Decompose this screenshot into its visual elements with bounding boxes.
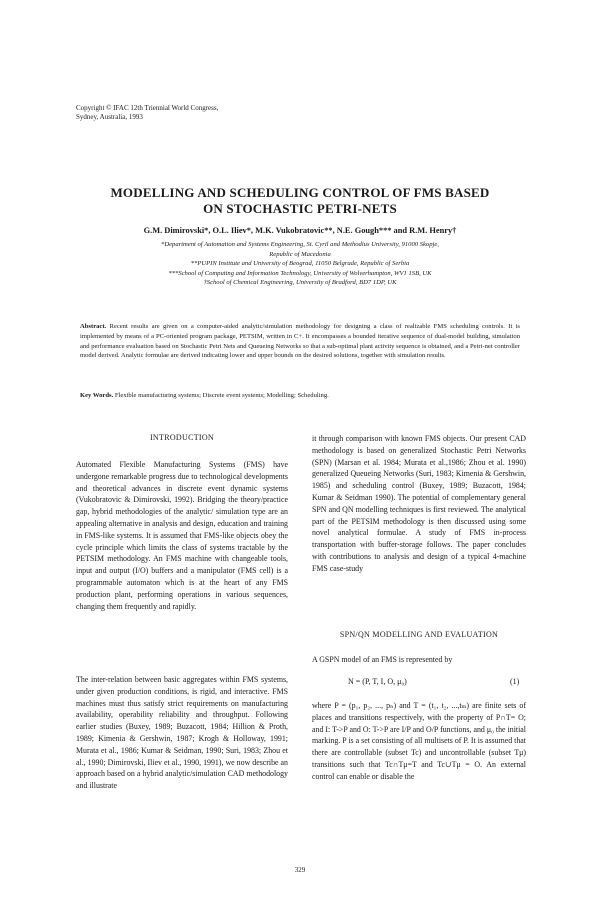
affiliations [60, 240, 540, 288]
equation: N = (P, T, I, O, μ₀) [348, 677, 407, 686]
abstract-text: Recent results are given on a computer-aided analytic/simulation methodology for designing a class of realizable FMS scheduling controls. It is implemented by means of a PC-oriented program package, PETSIM, written in C+. It encompasses a bounded iterative sequence of dual-model building, simulation and performance evaluation based on Stochastic Petri Nets and Queueing Networks so that a sub-optimal plant activity sequence is obtained, and a Petri-net controller model derived. Analytic formulae are derived indicating lower and upper bounds on the desired solutions, together with simulation results. [80, 323, 520, 360]
gspn-intro: A GSPN model of an FMS is represented by [312, 655, 453, 664]
title-line: ON STOCHASTIC PETRI-NETS [203, 201, 397, 216]
intro-paragraph-1: Automated Flexible Manufacturing Systems (FMS) have undergone remarkable progress due to technological developments and theoretical advances in discrete event dynamic systems (Vukobratovic & Dimirovski, 1992). Bridging the theory/practice gap, hybrid methodologies of the analytic/ simulation type are an appealing alternative in analysis and design, education and training in FMS-like systems. It is assumed that FMS-like objects obey the cycle principle which limits the class of systems tractable by the PETSIM methodology. An FMS machine with changeable tools, input and output (I/O) buffers and a manipulator (FMS cell) is a programmable automaton which is at the heart of any FMS production plant, performing operations in various sequences, changing them frequently and rapidly. [76, 460, 288, 611]
affiliation-line: Republic of Macedonia [269, 250, 331, 258]
affiliation-line: **PUPIN Institute and University of Beograd, 11050 Belgrade, Republic of Serbia [190, 260, 410, 268]
keywords [80, 392, 520, 399]
equation-number: (1) [510, 677, 520, 686]
intro-paragraph-2: The inter-relation between basic aggregates within FMS systems, under given production conditions, is rigid, and interactive. FMS machines must thus satisfy strict requirements on manufacturing availability, operability reliability and throughput. Following earlier studies (Buxey, 1989; Buzacott, 1984; Hillion & Proth, 1989; Kimenia & Gershwin, 1987; Krogh & Holloway, 1991; Murata et al., 1986; Kumar & Seidman, 1990; Suri, 1983; Zhou et al., 1990; Dimirovski, Iliev et al., 1990, 1991), we now describe an approach based on a hybrid analytic/simulation CAD methodology and illustrate [76, 675, 288, 791]
section-heading-introduction: INTRODUCTION [149, 433, 215, 442]
right-paragraph-2: where P = (p₁, p₂, ..., pₙ) and T = (t₁, t₂, ...,tₘ) are finite sets of places and transitions respectively, with the property of P∩T= O; and I: T->P and O: T->P are I/P and O/P functions, and μ₀ the initial marking. P is a set consisting of all multisets of P. It is assumed that there are controllable (subset Tc) and uncontrollable (subset Tμ) transitions such that Tc∩Tμ=T and Tc∪Tμ = O. An external control can enable or disable the [312, 701, 526, 781]
copyright-line: Copyright © IFAC 12th Triennial World Congress, [76, 104, 219, 112]
paper-title [60, 185, 540, 217]
abstract [80, 322, 520, 361]
affiliation-line: *Department of Automation and Systems Engineering, St. Cyril and Methodius University, 91000 Skopje, [161, 241, 439, 248]
section-heading-spn-qn: SPN/QN MODELLING AND EVALUATION [339, 630, 499, 639]
affiliation-line: †School of Chemical Engineering, University of Bradford, BD7 1DP, UK [203, 279, 397, 287]
copyright-line: Sydney, Australia, 1993 [76, 113, 143, 121]
right-paragraph-1: it through comparison with known FMS objects. Our present CAD methodology is based on generalized Stochastic Petri Networks (SPN) (Marsan et al. 1984; Murata et al.,1986; Zhou et al. 1990) generalized Queueing Networks (Suri, 1983; Kimenia & Gershwin, 1985) and scheduling control (Buxey, 1989; Buzacott, 1984; Kumar & Seidman 1990). The potential of complementary general SPN and QN modelling techniques is first reviewed. The analytical part of the PETSIM methodology is then discussed using some novel analytical formulae. A study of FMS in-process transportation with buffer-storage follows. The paper concludes with contributions to analysis and design of a typical 4-machine FMS case-study [312, 434, 526, 573]
affiliation-line: ***School of Computing and Information Technology, University of Wolverhampton, WV1 1SB, UK [168, 269, 432, 277]
page-number: 329 [294, 866, 306, 874]
abstract-label: Abstract. [80, 323, 107, 330]
keywords-label: Key Words. [80, 392, 114, 399]
keywords-text: Flexible manufacturing systems; Discrete event systems; Modelling; Scheduling. [114, 392, 329, 399]
copyright-notice [76, 104, 218, 122]
author-list: G.M. Dimirovski*, O.L. Iliev*, M.K. Vukobratovic**, N.E. Gough*** and R.M. Henry† [143, 226, 457, 235]
title-line: MODELLING AND SCHEDULING CONTROL OF FMS BASED [110, 185, 490, 200]
